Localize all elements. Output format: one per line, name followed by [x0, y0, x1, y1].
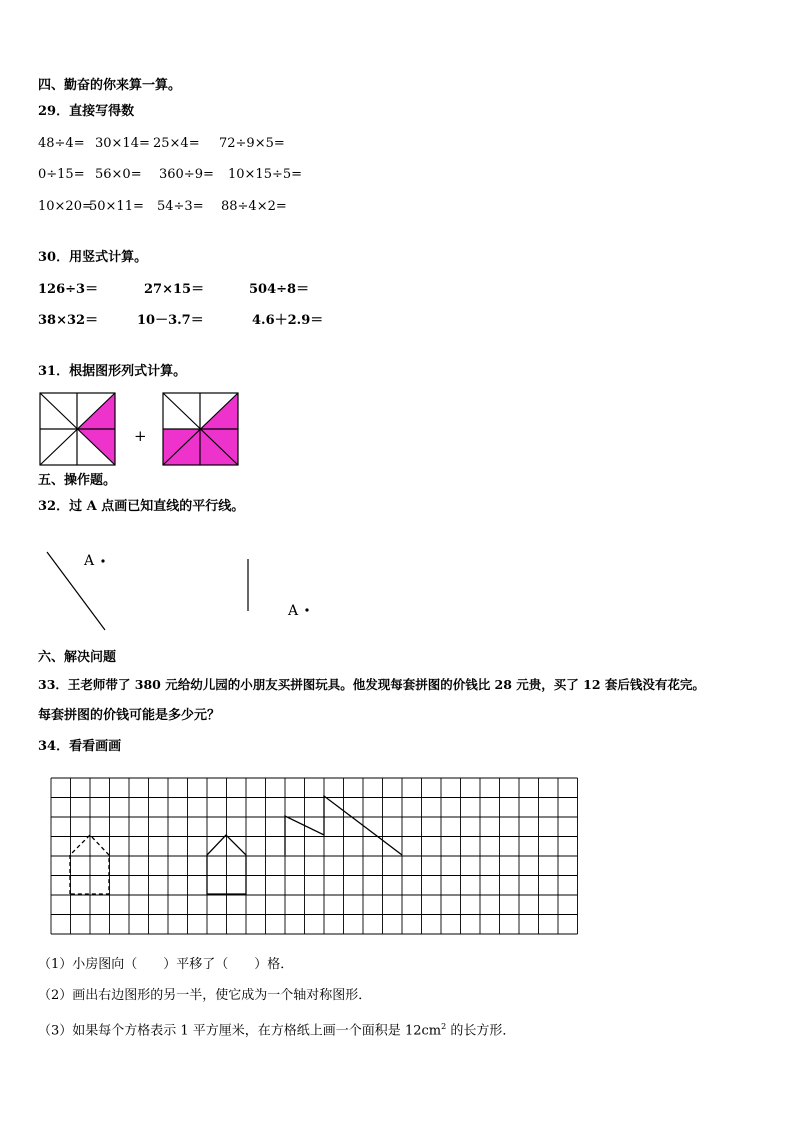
point-a-label: A: [288, 603, 299, 619]
section-6-title: 六、解决问题: [38, 650, 117, 665]
q30-item: 38×32＝: [38, 313, 99, 328]
point-a-dot: [101, 559, 104, 562]
q29-item: 10×20=: [38, 199, 93, 214]
q34-grid: [50, 777, 580, 935]
q30-item: 504÷8＝: [249, 282, 310, 297]
q33-line-1: 33．王老师带了 380 元给幼儿园的小朋友买拼图玩具。他发现每套拼图的价钱比 28 元贵，买了 12 套后钱没有花完。: [38, 677, 705, 692]
q30-item: 4.6＋2.9＝: [252, 313, 324, 328]
q29-item: 50×11=: [89, 199, 144, 214]
q33-line-2: 每套拼图的价钱可能是多少元？: [38, 708, 221, 723]
q29-item: 56×0=: [95, 167, 142, 182]
plus-sign: +: [134, 427, 147, 445]
q32-title: 32．过 A 点画已知直线的平行线。: [38, 499, 245, 514]
q34-sub-3-text-end: 的长方形．: [446, 1023, 516, 1039]
q31-figure-left: [39, 392, 116, 466]
q29-item: 88÷4×2=: [221, 199, 287, 214]
q29-item: 0÷15=: [38, 167, 85, 182]
q34-sub-3: [38, 1019, 515, 1039]
dashed-house: [70, 835, 109, 894]
q30-title: 30．用竖式计算。: [38, 250, 148, 265]
q34-sub-3-text: （3）如果每个方格表示 1 平方厘米，在方格纸上画一个面积是 12cm: [38, 1023, 442, 1039]
point-a-label: A: [84, 553, 95, 569]
q29-title: 29．直接写得数: [38, 104, 135, 119]
grid-lines: [51, 778, 578, 934]
q29-item: 72÷9×5=: [219, 136, 285, 151]
given-line-diagonal: [47, 552, 105, 630]
section-4-title: 四、勤奋的你来算一算。: [38, 78, 182, 93]
q30-item: 126÷3＝: [38, 282, 99, 297]
q34-sub-2: （2）画出右边图形的另一半，使它成为一个轴对称图形．: [38, 988, 372, 1003]
q34-title: 34．看看画画: [38, 739, 122, 754]
q29-item: 30×14=: [95, 136, 150, 151]
q30-item: 10－3.7＝: [137, 313, 204, 328]
q34-sub-3-superscript: 2: [441, 1022, 447, 1031]
q29-item: 48÷4=: [38, 136, 85, 151]
q29-item: 25×4=: [153, 136, 200, 151]
section-5-title: 五、操作题。: [38, 473, 117, 488]
q29-item: 360÷9=: [159, 167, 214, 182]
point-a-dot: [305, 608, 308, 611]
q29-item: 10×15÷5=: [228, 167, 303, 182]
q31-title: 31．根据图形列式计算。: [38, 364, 187, 379]
q31-figure-right: [162, 392, 239, 466]
q29-item: 54÷3=: [157, 199, 204, 214]
q34-sub-1: （1）小房图向（ ）平移了（ ）格．: [38, 957, 294, 972]
q30-item: 27×15＝: [144, 282, 205, 297]
